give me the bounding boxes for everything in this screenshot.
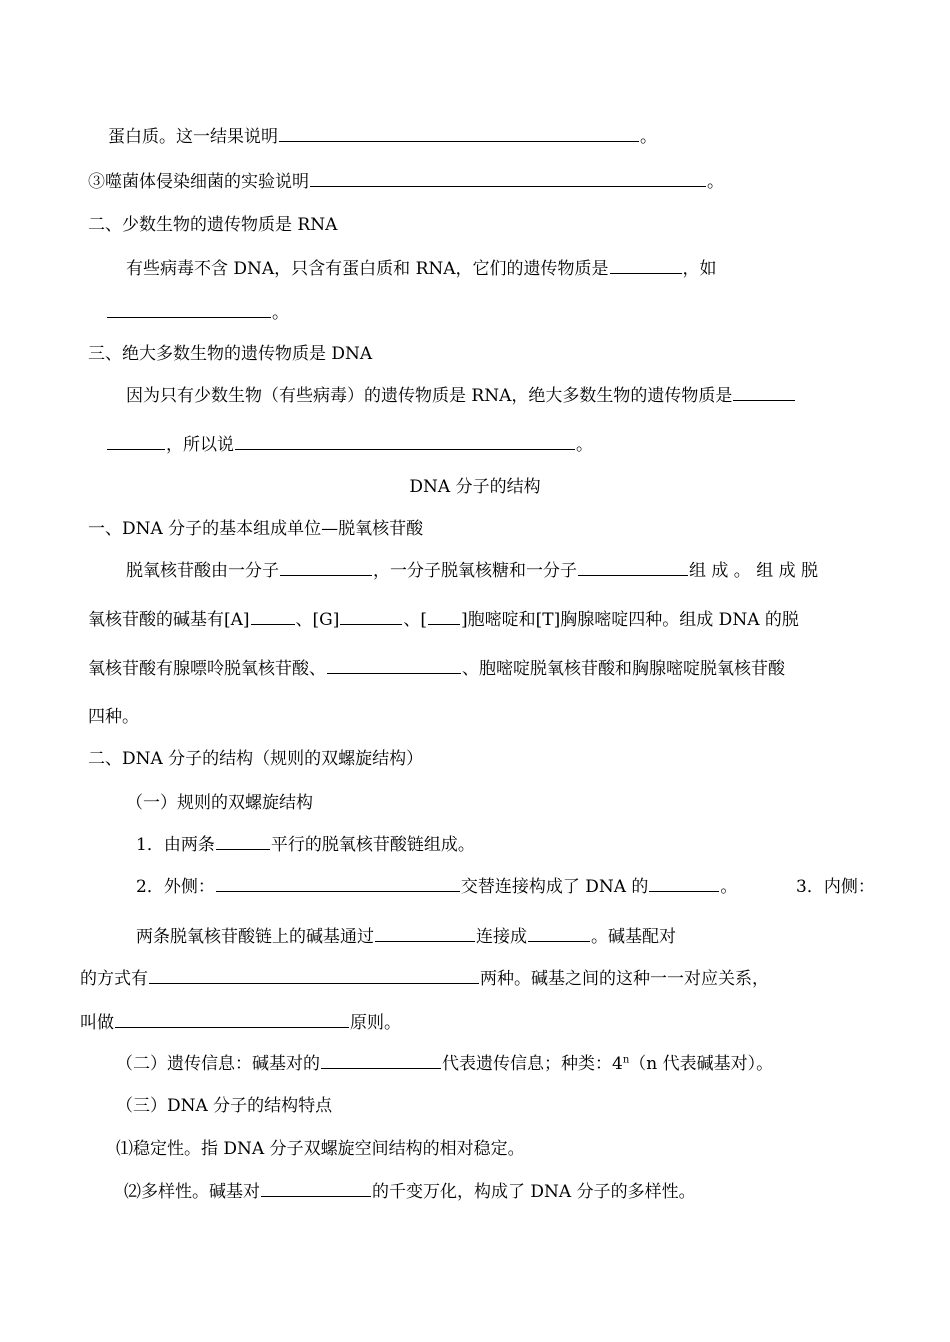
text: 代表遗传信息；种类：4 — [442, 1054, 623, 1074]
text: 的方式有 — [80, 969, 148, 989]
answer-blank[interactable] — [610, 258, 682, 274]
text: 平行的脱氧核苷酸链组成。 — [270, 835, 475, 855]
feature-diversity — [124, 1181, 696, 1203]
line-therefore — [106, 434, 593, 456]
line-majority-dna — [126, 385, 796, 407]
subheading-double-helix — [126, 792, 313, 814]
text: （二）遗传信息：碱基对的 — [116, 1054, 320, 1074]
subheading-features — [116, 1095, 332, 1117]
line-base-pairing — [136, 926, 676, 948]
line-rna-virus — [126, 258, 717, 280]
answer-blank[interactable] — [107, 434, 165, 450]
text: 。碱基配对 — [591, 927, 676, 947]
title-text: DNA 分子的结构 — [409, 477, 541, 497]
text: 有些病毒不含 DNA，只含有蛋白质和 RNA，它们的遗传物质是 — [126, 259, 609, 279]
answer-blank[interactable] — [216, 876, 460, 892]
text: 氧核苷酸的碱基有[A] — [88, 610, 250, 630]
answer-blank[interactable] — [375, 926, 475, 942]
text: 。 — [707, 172, 724, 192]
line-conclusion — [108, 126, 657, 148]
answer-blank[interactable] — [310, 171, 706, 187]
text: 氧核苷酸有腺嘌呤脱氧核苷酸、 — [88, 659, 326, 679]
answer-blank[interactable] — [528, 926, 590, 942]
item-2-outer-side — [136, 876, 737, 898]
text: 、[G] — [295, 610, 340, 630]
line-nucleotide-composition — [126, 560, 818, 582]
answer-blank[interactable] — [149, 968, 479, 984]
text: （n 代表碱基对）。 — [629, 1054, 774, 1074]
section-heading-rna — [88, 214, 337, 236]
text: ，所以说 — [166, 435, 234, 455]
text: ]胞嘧啶和[T]胸腺嘧啶四种。组成 DNA 的脱 — [461, 610, 799, 630]
section-heading-structure — [88, 748, 423, 770]
text: 1．由两条 — [136, 835, 215, 855]
line-nucleotide-types — [88, 658, 785, 680]
item-3-inner-side — [796, 876, 875, 898]
line-rna-example — [106, 302, 289, 324]
line-pairing-ways — [80, 968, 769, 990]
page-title — [0, 476, 950, 498]
feature-stability — [116, 1138, 525, 1160]
text: 原则。 — [350, 1013, 401, 1033]
text: 叫做 — [80, 1013, 114, 1033]
text: 两条脱氧核苷酸链上的碱基通过 — [136, 927, 374, 947]
text: 连接成 — [476, 927, 527, 947]
answer-blank[interactable] — [261, 1181, 371, 1197]
answer-blank[interactable] — [321, 1053, 441, 1069]
section-heading-dna — [88, 343, 372, 365]
line-phage-experiment — [88, 171, 724, 193]
text: 、[ — [403, 610, 428, 630]
answer-blank[interactable] — [327, 658, 461, 674]
line-principle — [80, 1012, 401, 1034]
text: 。 — [640, 127, 657, 147]
heading-text: 二、少数生物的遗传物质是 RNA — [88, 215, 338, 235]
text: ⑴稳定性。指 DNA 分子双螺旋空间结构的相对稳定。 — [116, 1139, 525, 1159]
text: ③噬菌体侵染细菌的实验说明 — [88, 172, 309, 192]
heading-text: 二、DNA 分子的结构（规则的双螺旋结构） — [88, 749, 424, 769]
heading-text: 三、绝大多数生物的遗传物质是 DNA — [88, 344, 373, 364]
answer-blank[interactable] — [251, 609, 295, 625]
answer-blank[interactable] — [216, 834, 270, 850]
answer-blank[interactable] — [340, 609, 402, 625]
heading-text: （三）DNA 分子的结构特点 — [116, 1096, 333, 1116]
item-1-two-chains — [136, 834, 475, 856]
answer-blank[interactable] — [107, 302, 271, 318]
heading-text: 一、DNA 分子的基本组成单位—脱氧核苷酸 — [88, 519, 424, 539]
text: 2．外侧： — [136, 877, 215, 897]
text: 的千变万化，构成了 DNA 分子的多样性。 — [372, 1182, 696, 1202]
text: 蛋白质。这一结果说明 — [108, 127, 278, 147]
answer-blank[interactable] — [428, 609, 460, 625]
text: 3．内侧： — [796, 877, 875, 897]
line-four-kinds — [88, 706, 139, 728]
text: ，如 — [682, 259, 717, 279]
answer-blank[interactable] — [649, 876, 719, 892]
line-genetic-information — [116, 1053, 773, 1075]
text: 。 — [272, 303, 289, 323]
text: 。 — [720, 877, 738, 897]
answer-blank[interactable] — [279, 126, 639, 142]
text: 、胞嘧啶脱氧核苷酸和胸腺嘧啶脱氧核苷酸 — [462, 659, 785, 679]
text: ，一分子脱氧核糖和一分子 — [373, 561, 577, 581]
text: 。 — [576, 435, 593, 455]
text: 两种。碱基之间的这种一一对应关系， — [480, 969, 769, 989]
text: 因为只有少数生物（有些病毒）的遗传物质是 RNA，绝大多数生物的遗传物质是 — [126, 386, 733, 406]
answer-blank[interactable] — [578, 560, 688, 576]
heading-text: （一）规则的双螺旋结构 — [126, 793, 313, 813]
text: 组 成 。 组 成 脱 — [689, 561, 819, 581]
answer-blank[interactable] — [280, 560, 372, 576]
text: ⑵多样性。碱基对 — [124, 1182, 260, 1202]
text: 四种。 — [88, 707, 139, 727]
superscript: n — [622, 1054, 630, 1066]
section-heading-unit — [88, 518, 423, 540]
text: 脱氧核苷酸由一分子 — [126, 561, 279, 581]
answer-blank[interactable] — [235, 434, 575, 450]
answer-blank[interactable] — [115, 1012, 349, 1028]
answer-blank[interactable] — [733, 385, 795, 401]
text: 交替连接构成了 DNA 的 — [460, 877, 649, 897]
line-bases — [88, 609, 799, 631]
